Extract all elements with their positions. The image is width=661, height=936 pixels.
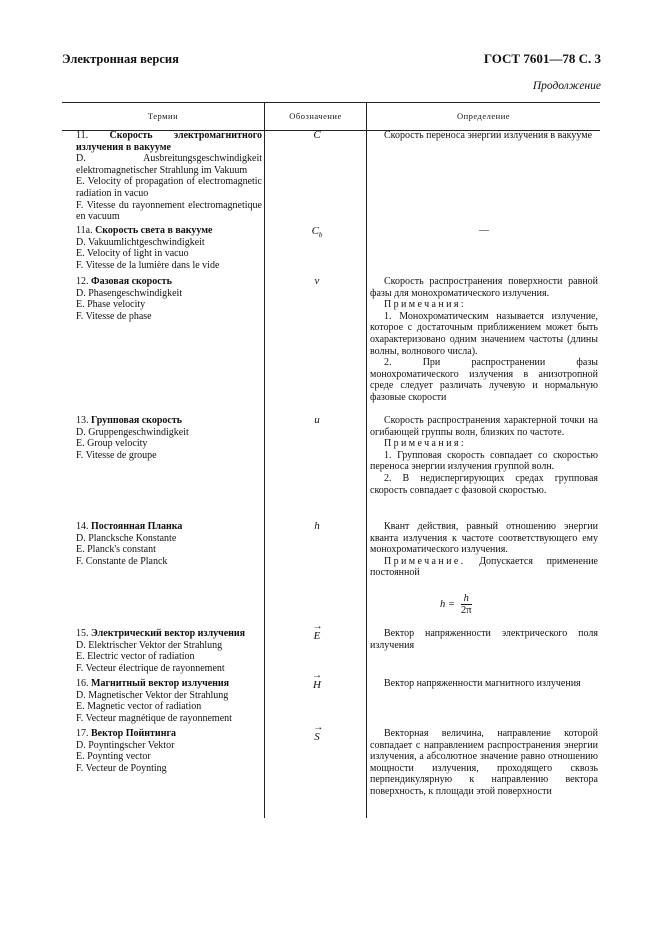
column-header-term: Термин: [147, 111, 179, 121]
vector-arrow-icon: →: [312, 621, 323, 632]
table-row: [64, 521, 262, 567]
symbol-letter: H: [313, 679, 321, 691]
symbol-letter: C: [311, 225, 319, 237]
vector-arrow-icon: →: [313, 722, 324, 733]
term-number: 17.: [76, 728, 89, 739]
definition-text: —: [479, 225, 489, 236]
note-item: 2. В недиспергирующих средах групповая скорость совпадает с фазовой скоростью.: [370, 472, 598, 496]
term-symbol: [268, 722, 366, 743]
definition-text: Векторная величина, направление которой совпадает с направлением распространения энергии излучения, а абсолютное значение равно отношению мощности излучения, проходящего сквозь перпендикулярную к направлению вектора поверхность, к площади этой поверхности: [370, 728, 598, 797]
note-item: 1. Монохроматическим называется излучение, которое с достаточным приближением может быть охарактеризовано одним значением частоты (длины волны, волнового числа).: [370, 310, 598, 357]
term-english: E. Electric vector of radiation: [76, 651, 195, 663]
term-german: D. Elektrischer Vektor der Strahlung: [76, 639, 223, 651]
table-row: [64, 130, 262, 223]
column-header-symbol: Обозначение: [289, 111, 342, 121]
note-item: 1. Групповая скорость совпадает со скоростью переноса энергии излучения группой волн.: [370, 449, 598, 473]
note-heading: Примечание.: [384, 555, 466, 567]
term-english: E. Planck's constant: [76, 544, 156, 556]
term-french: F. Vecteur électrique de rayonnement: [76, 662, 225, 674]
term-german: D. Phasengeschwindigkeit: [76, 287, 183, 299]
formula-lhs: h =: [440, 598, 455, 610]
definition-text: Квант действия, равный отношению энергии кванта излучения к частоте соответствующего ему монохроматического излучения.: [370, 521, 598, 556]
note-item: 2. При распространении фазы монохроматического излучения в анизотропной среде следует различать лучевую и нормальную фазовые скорости: [370, 357, 598, 403]
page-header-left: Электронная версия: [62, 52, 179, 66]
table-row: [64, 225, 262, 271]
term-french: F. Vecteur magnétique de rayonnement: [76, 712, 232, 724]
symbol-letter: S: [314, 731, 320, 743]
term-french: F. Vitesse de phase: [76, 310, 152, 322]
term-english: E. Poynting vector: [76, 751, 151, 763]
term-german: D. Magnetischer Vektor der Strahlung: [76, 689, 229, 701]
term-definition: [370, 130, 598, 142]
term-russian: Постоянная Планка: [91, 521, 183, 532]
term-number: 13.: [76, 415, 89, 426]
definition-text: Скорость распространения характерной точки на огибающей группы волн, близких по частоте.: [370, 415, 598, 438]
note-item: Допускается применение постоянной: [370, 555, 598, 579]
term-german: D. Poyntingscher Vektor: [76, 739, 175, 751]
term-number: 11a.: [76, 225, 93, 236]
term-german: D. Ausbreitungsgeschwindigkeit elektromagnetischer Strahlung im Vakuum: [76, 153, 262, 176]
continuation-label: Продолжение: [532, 80, 601, 92]
term-symbol: [268, 621, 366, 642]
formula-numerator: h: [461, 593, 472, 605]
definition-text: Скорость распространения поверхности равной фазы для монохроматического излучения.: [370, 276, 598, 299]
column-divider-2: [366, 102, 367, 818]
term-definition: [370, 225, 598, 237]
term-symbol: C: [313, 129, 321, 141]
term-symbol: v: [314, 275, 320, 287]
term-definition: [370, 276, 598, 404]
term-number: 12.: [76, 276, 89, 287]
term-definition: [370, 521, 598, 579]
term-russian: Скорость электромагнитного излучения в вакууме: [76, 130, 263, 153]
term-definition: [370, 628, 598, 651]
term-english: E. Magnetic vector of radiation: [76, 701, 202, 713]
symbol-letter: E: [313, 630, 321, 642]
term-french: F. Vecteur de Poynting: [76, 762, 167, 774]
symbol-subscript: b: [318, 231, 323, 240]
note-heading: Примечания:: [384, 299, 467, 311]
term-russian: Магнитный вектор излучения: [91, 678, 230, 689]
formula-denominator: 2π: [460, 605, 472, 616]
term-number: 16.: [76, 678, 89, 689]
term-symbol: h: [314, 520, 320, 532]
note-heading: Примечания:: [384, 438, 467, 450]
term-russian: Групповая скорость: [91, 415, 183, 426]
term-definition: [370, 678, 598, 690]
term-symbol: [268, 225, 366, 239]
term-russian: Скорость света в вакууме: [95, 225, 213, 236]
term-russian: Электрический вектор излучения: [91, 628, 246, 639]
table-row: [64, 415, 262, 461]
column-header-definition: Определение: [456, 111, 511, 121]
term-symbol: u: [314, 414, 320, 426]
term-russian: Вектор Пойнтинга: [91, 728, 176, 739]
table-row: [64, 628, 262, 674]
term-french: F. Vitesse de groupe: [76, 449, 157, 461]
term-number: 14.: [76, 521, 89, 532]
term-french: F. Constante de Planck: [76, 555, 168, 567]
formula-fraction: [461, 593, 472, 616]
definition-text: Скорость переноса энергии излучения в вакууме: [384, 130, 593, 141]
term-german: D. Vakuumlichtgeschwindigkeit: [76, 236, 205, 248]
table-top-rule: [62, 102, 600, 103]
term-symbol: [268, 670, 366, 691]
page-header-right: ГОСТ 7601—78 С. 3: [483, 51, 601, 66]
term-french: F. Vitesse du rayonnement electromagnetique en vacuum: [76, 199, 262, 223]
table-row: [64, 276, 262, 322]
term-number: 15.: [76, 628, 89, 639]
term-definition: [370, 728, 598, 798]
vector-arrow-icon: →: [312, 670, 323, 681]
planck-formula: [440, 593, 472, 616]
term-definition: [370, 415, 598, 496]
term-english: E. Phase velocity: [76, 299, 146, 311]
term-number: 11.: [76, 130, 89, 141]
term-russian: Фазовая скорость: [91, 276, 172, 287]
column-divider-1: [264, 102, 265, 818]
term-english: E. Group velocity: [76, 438, 148, 450]
term-german: D. Plancksche Konstante: [76, 532, 177, 544]
term-english: E. Velocity of propagation of electromagnetic radiation in vacuo: [76, 176, 262, 199]
term-french: F. Vitesse de la lumière dans le vide: [76, 259, 220, 271]
definition-text: Вектор напряженности электрического поля излучения: [370, 628, 598, 651]
definition-text: Вектор напряженности магнитного излучения: [384, 678, 581, 689]
term-german: D. Gruppengeschwindigkeit: [76, 426, 189, 438]
term-english: E. Velocity of light in vacuo: [76, 248, 189, 260]
table-row: [64, 678, 262, 724]
table-row: [64, 728, 262, 774]
